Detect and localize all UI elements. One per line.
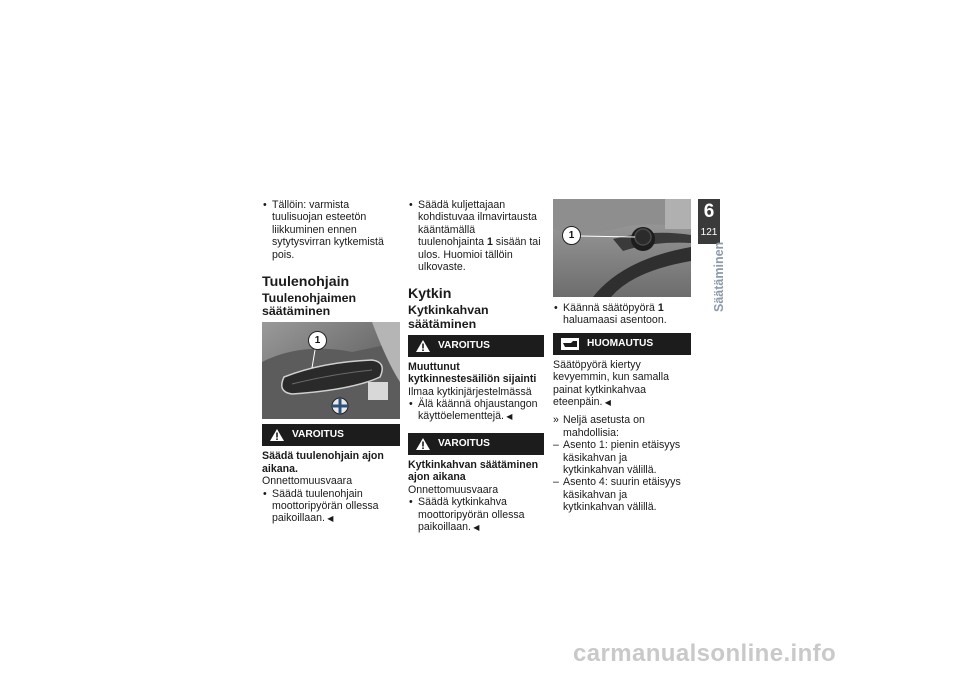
warning-1-title: Muuttunut kytkinnestesäiliön sijainti [408, 360, 537, 386]
warning-label: VAROITUS [438, 339, 490, 351]
wind-deflector-photo [262, 322, 400, 419]
bullet-text-tail: haluamaasi asentoon. [563, 314, 667, 327]
warning-title: Säädä tuulenohjain ajon aikana. [262, 450, 384, 475]
bullet-text-tail: sisään tai ulos. Huomioi tällöin ulkovaste. [418, 236, 541, 274]
figure-clutch-lever [553, 199, 691, 297]
warning-banner-2 [408, 433, 544, 455]
note-text: Säätöpyörä kiertyy kevyemmin, kun samalla painat kytkinkahvaa eteenpäin. ◀ [553, 359, 691, 410]
warning-banner [262, 424, 400, 446]
note-banner [553, 333, 691, 355]
bullet-text: Säädä kuljettajaan kohdistuvaa ilmavirtausta kääntämällä tuulenohjainta [418, 199, 537, 249]
bullet-ref: 1 [657, 302, 664, 314]
warning-consequence: Onnettomuusvaara [262, 475, 353, 488]
warning-triangle-icon [416, 438, 430, 450]
column-3 [553, 199, 691, 514]
warning-triangle-icon [270, 429, 284, 441]
figure-callout-1: 1 [562, 226, 581, 245]
subsection-heading-deflector-adjust: Tuulenohjaimen säätäminen [262, 291, 357, 319]
warning-2-instruction: • Säädä kytkinkahva moottoripyörän ollessa paikoillaan. ◀ [408, 496, 544, 534]
warning-triangle-icon [416, 340, 430, 352]
hand-note-icon [561, 338, 579, 350]
chapter-title: Säätäminen [712, 241, 726, 312]
section-heading-windshield-deflector: Tuulenohjain [262, 274, 350, 291]
page-number: 121 [700, 227, 718, 238]
result-line: » Neljä asetusta on mahdollisia: [553, 414, 691, 439]
column-1 [262, 199, 400, 526]
column-2 [408, 199, 544, 534]
bullet-ref: 1 [486, 236, 493, 249]
subsection-heading-clutch-lever-adjust: Kytkinkahvan säätäminen [408, 303, 489, 331]
option-position-4: – Asento 4: suurin etäisyys käsikahvan ja kytkinkahvan välillä. [553, 476, 691, 513]
option-position-1: – Asento 1: pienin etäisyys käsikahvan ja kytkinkahvan välillä. [553, 439, 691, 476]
note-label: HUOMAUTUS [587, 337, 654, 349]
chapter-number: 6 [703, 201, 715, 222]
section-heading-clutch: Kytkin [408, 286, 452, 303]
warning-2-consequence: Onnettomuusvaara [408, 483, 499, 496]
figure-callout-1: 1 [308, 331, 327, 350]
clutch-lever-photo [553, 199, 691, 297]
warning-1-instruction: • Älä käännä ohjaustangon käyttöelementtejä. ◀ [408, 398, 544, 424]
warning-2-title: Kytkinkahvan säätäminen ajon aikana [408, 458, 539, 484]
watermark: carmanualsonline.info [573, 640, 837, 667]
bullet-text: Käännä säätöpyörä [563, 302, 655, 314]
warning-1-consequence: Ilmaa kytkinjärjestelmässä [408, 385, 532, 398]
figure-wind-deflector [262, 322, 400, 419]
warning-banner-1 [408, 335, 544, 357]
adjust-wheel-bullet [553, 302, 691, 327]
warning-label: VAROITUS [292, 429, 344, 441]
warning-label: VAROITUS [438, 437, 490, 449]
deflector-adjust-bullet [408, 199, 544, 273]
intro-bullet: • Tällöin: varmista tuulisuojan esteetön liikkuminen ennen sytytysvirran kytkemistä pois. [262, 199, 400, 261]
warning-instruction: • Säädä tuulenohjain moottoripyörän ollessa paikoillaan. ◀ [262, 488, 400, 526]
